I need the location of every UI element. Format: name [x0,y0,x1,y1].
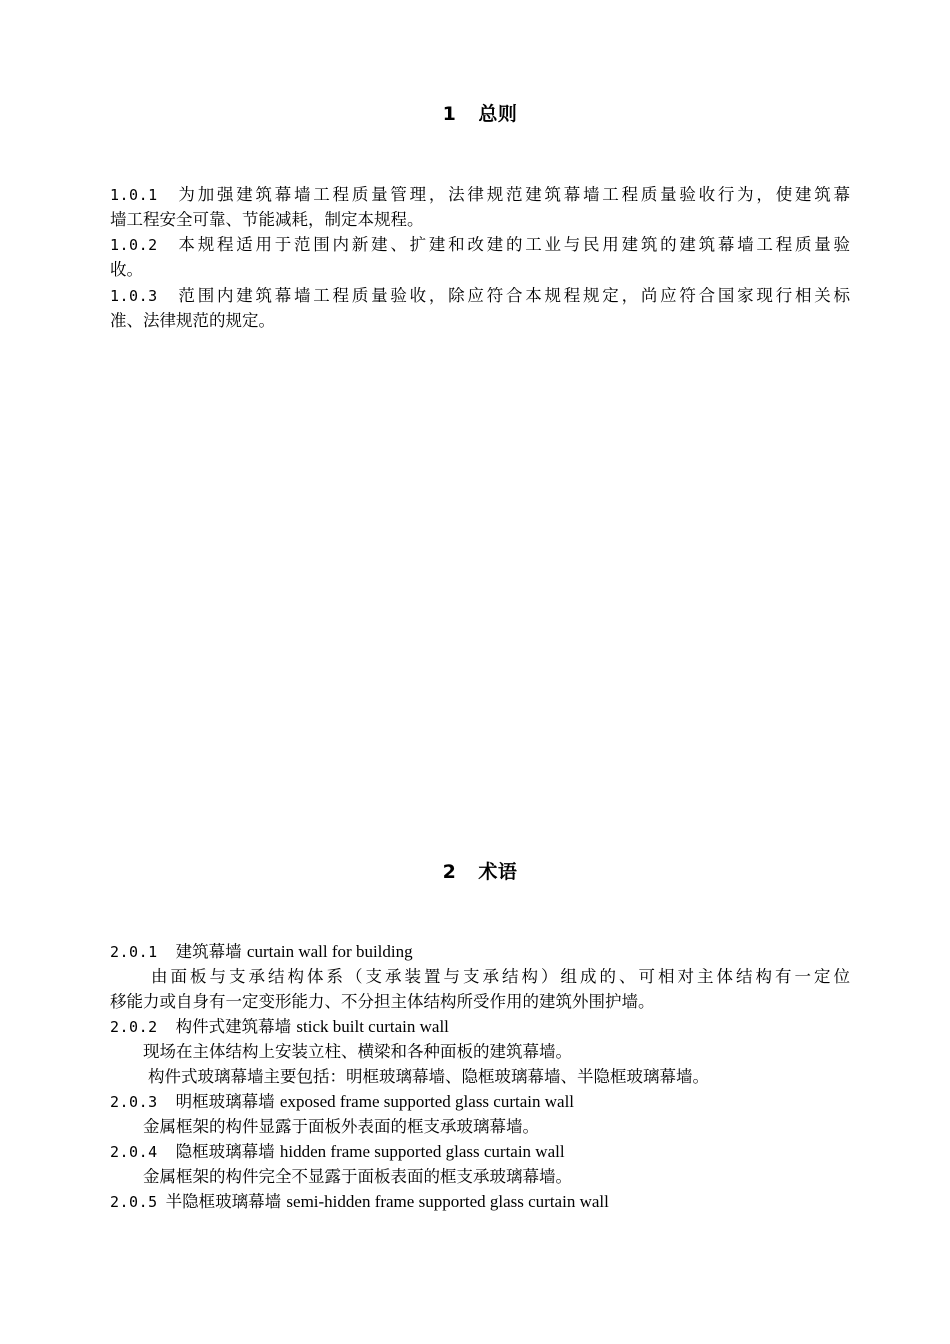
term-2-0-2-heading [110,1014,850,1040]
term-number: 2.0.4 [110,1143,158,1161]
term-en: semi-hidden frame supported glass curtain wall [286,1192,609,1211]
section-2-title: 术语 [478,861,518,883]
clause-number: 1.0.3 [110,287,158,305]
section-1-number: 1 [442,103,457,125]
term-2-0-5-heading [110,1189,850,1215]
term-cn: 隐框玻璃幕墙 [175,1142,275,1161]
term-2-0-2-desc-line-1: 现场在主体结构上安装立柱、横梁和各种面板的建筑幕墙。 [143,1042,572,1061]
clause-1-0-1-line-1 [110,182,850,208]
term-en: curtain wall for building [246,942,413,961]
term-number: 2.0.1 [110,943,158,961]
section-2-heading [0,857,950,884]
term-2-0-2-desc-line-2: 构件式玻璃幕墙主要包括：明框玻璃幕墙、隐框玻璃幕墙、半隐框玻璃幕墙。 [148,1067,709,1086]
term-number: 2.0.2 [110,1018,158,1036]
term-number: 2.0.3 [110,1093,158,1111]
term-2-0-1-desc-line-2: 移能力或自身有一定变形能力、不分担主体结构所受作用的建筑外围护墙。 [110,992,655,1011]
term-en: exposed frame supported glass curtain wall [279,1092,575,1111]
clause-text: 本规程适用于范围内新建、扩建和改建的工业与民用建筑的建筑幕墙工程质量验 [175,235,850,254]
term-desc: 由面板与支承结构体系（支承装置与支承结构）组成的、可相对主体结构有一定位 [148,967,850,986]
section-2-number: 2 [442,861,457,883]
clause-number: 1.0.2 [110,236,158,254]
term-2-0-3-heading [110,1089,850,1115]
term-en: hidden frame supported glass curtain wall [279,1142,565,1161]
term-cn: 明框玻璃幕墙 [175,1092,275,1111]
term-2-0-3-desc-line-1: 金属框架的构件显露于面板外表面的框支承玻璃幕墙。 [143,1117,539,1136]
term-2-0-1-heading [110,939,850,965]
clause-text: 范围内建筑幕墙工程质量验收，除应符合本规程规定，尚应符合国家现行相关标 [175,286,850,305]
term-cn: 半隐框玻璃幕墙 [165,1192,282,1211]
term-cn: 构件式建筑幕墙 [175,1017,292,1036]
clause-1-0-3-line-1 [110,283,850,309]
section-1-heading [0,99,950,126]
term-number: 2.0.5 [110,1193,158,1211]
section-1-title: 总则 [478,103,518,125]
clause-text: 为加强建筑幕墙工程质量管理，法律规范建筑幕墙工程质量验收行为，使建筑幕 [175,185,850,204]
term-en: stick built curtain wall [296,1017,449,1036]
term-2-0-1-desc-line-1 [110,964,850,989]
clause-1-0-2-line-1 [110,232,850,258]
clause-1-0-3-line-2: 准、法律规范的规定。 [110,311,275,330]
clause-1-0-2-line-2: 收。 [110,260,143,279]
clause-number: 1.0.1 [110,186,158,204]
term-cn: 建筑幕墙 [175,942,242,961]
term-2-0-4-desc-line-1: 金属框架的构件完全不显露于面板表面的框支承玻璃幕墙。 [143,1167,572,1186]
term-2-0-4-heading [110,1139,850,1165]
clause-1-0-1-line-2: 墙工程安全可靠、节能减耗，制定本规程。 [110,210,424,229]
